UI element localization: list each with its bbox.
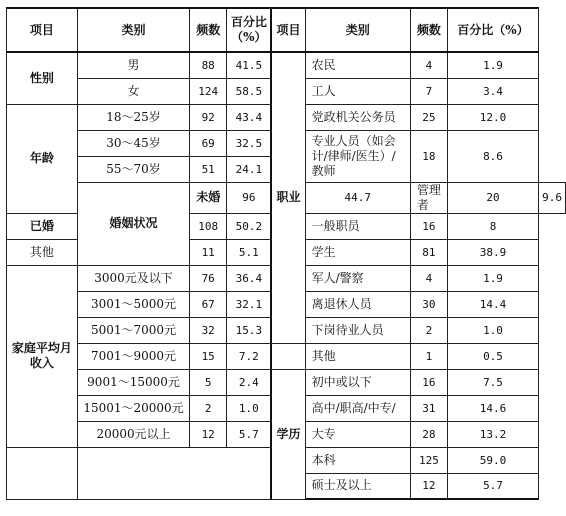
left-freq: 12 (190, 421, 227, 447)
left-freq: 51 (190, 156, 227, 182)
left-pct: 36.4 (227, 265, 272, 291)
right-freq: 4 (410, 52, 447, 78)
right-category: 专业人员（如会计/律师/医生）/教师 (305, 130, 410, 182)
left-pct: 24.1 (227, 156, 272, 182)
group-gender: 性别 (7, 52, 78, 104)
right-pct: 5.7 (447, 473, 538, 499)
right-category: 初中或以下 (305, 369, 410, 395)
right-category: 离退休人员 (305, 291, 410, 317)
left-blank-cells (77, 447, 271, 499)
right-freq: 1 (410, 343, 447, 369)
group-occupation: 职业 (271, 52, 305, 343)
header-row (7, 8, 566, 52)
survey-demographics-table (6, 7, 566, 500)
header-item-right: 项目 (271, 8, 305, 52)
left-category: 女 (77, 78, 189, 104)
left-category: 3001～5000元 (77, 291, 189, 317)
left-pct: 7.2 (227, 343, 272, 369)
left-category: 9001～15000元 (77, 369, 189, 395)
header-pct-right: 百分比（%） (447, 8, 538, 52)
right-category: 军人/警察 (305, 265, 410, 291)
left-pct: 32.1 (227, 291, 272, 317)
right-category: 高中/职高/中专/ (305, 395, 410, 421)
left-category: 20000元以上 (77, 421, 189, 447)
left-category: 18～25岁 (77, 104, 189, 130)
table-row (7, 343, 566, 369)
left-category: 未婚 (190, 182, 227, 213)
right-freq: 28 (410, 421, 447, 447)
left-category: 5001～7000元 (77, 317, 189, 343)
right-category: 管理者 (410, 182, 447, 213)
right-freq: 81 (410, 239, 447, 265)
left-pct: 50.2 (227, 213, 272, 239)
header-category-right: 类别 (305, 8, 410, 52)
right-category: 大专 (305, 421, 410, 447)
right-freq: 16 (410, 369, 447, 395)
left-freq: 67 (190, 291, 227, 317)
left-category: 55～70岁 (77, 156, 189, 182)
right-pct: 0.5 (447, 343, 538, 369)
left-pct: 2.4 (227, 369, 272, 395)
header-category-left: 类别 (77, 8, 189, 52)
left-freq: 69 (190, 130, 227, 156)
right-category: 本科 (305, 447, 410, 473)
left-pct: 1.0 (227, 395, 272, 421)
left-category: 男 (77, 52, 189, 78)
right-pct: 8.6 (447, 130, 538, 182)
right-pct: 7.5 (447, 369, 538, 395)
header-freq-left: 频数 (190, 8, 227, 52)
left-pct: 5.7 (227, 421, 272, 447)
right-freq: 20 (447, 182, 538, 213)
left-freq: 92 (190, 104, 227, 130)
header-pct-left: 百分比（%） (227, 8, 272, 52)
left-freq: 11 (190, 239, 227, 265)
right-pct: 12.0 (447, 104, 538, 130)
right-freq: 18 (410, 130, 447, 182)
left-freq: 15 (190, 343, 227, 369)
right-freq: 4 (410, 265, 447, 291)
header-item-left: 项目 (7, 8, 78, 52)
left-category: 3000元及以下 (77, 265, 189, 291)
right-freq: 7 (410, 78, 447, 104)
right-category: 农民 (305, 52, 410, 78)
right-category: 硕士及以上 (305, 473, 410, 499)
right-pct: 1.0 (447, 317, 538, 343)
table-row (7, 52, 566, 78)
left-freq: 124 (190, 78, 227, 104)
left-pct: 58.5 (227, 78, 272, 104)
right-pct: 1.9 (447, 265, 538, 291)
header-freq-right: 频数 (410, 8, 447, 52)
left-pct: 15.3 (227, 317, 272, 343)
right-pct: 14.6 (447, 395, 538, 421)
right-category: 下岗待业人员 (305, 317, 410, 343)
right-pct: 9.6 (539, 182, 566, 213)
left-category: 15001～20000元 (77, 395, 189, 421)
right-freq: 12 (410, 473, 447, 499)
table-row (7, 369, 566, 395)
right-pct: 1.9 (447, 52, 538, 78)
right-pct: 14.4 (447, 291, 538, 317)
right-category: 一般职员 (305, 213, 410, 239)
right-category: 党政机关公务员 (305, 104, 410, 130)
left-pct: 5.1 (227, 239, 272, 265)
right-pct: 13.2 (447, 421, 538, 447)
right-group-blank (271, 343, 305, 369)
right-freq: 2 (410, 317, 447, 343)
right-category: 工人 (305, 78, 410, 104)
right-freq: 31 (410, 395, 447, 421)
left-pct: 44.7 (305, 182, 410, 213)
left-category: 30～45岁 (77, 130, 189, 156)
right-freq: 25 (410, 104, 447, 130)
right-freq: 30 (410, 291, 447, 317)
group-age: 年龄 (7, 104, 78, 213)
group-income: 家庭平均月收入 (7, 265, 78, 447)
left-freq: 2 (190, 395, 227, 421)
left-category: 已婚 (7, 213, 78, 239)
right-pct: 8 (447, 213, 538, 239)
left-freq: 108 (190, 213, 227, 239)
right-category: 其他 (305, 343, 410, 369)
group-marital: 婚姻状况 (77, 182, 189, 265)
right-pct: 3.4 (447, 78, 538, 104)
right-freq: 125 (410, 447, 447, 473)
group-education: 学历 (271, 369, 305, 499)
right-category: 学生 (305, 239, 410, 265)
left-freq: 76 (190, 265, 227, 291)
left-freq: 32 (190, 317, 227, 343)
left-freq: 5 (190, 369, 227, 395)
right-pct: 59.0 (447, 447, 538, 473)
left-blank-item (7, 447, 78, 499)
left-pct: 41.5 (227, 52, 272, 78)
left-pct: 43.4 (227, 104, 272, 130)
right-freq: 16 (410, 213, 447, 239)
left-freq: 88 (190, 52, 227, 78)
left-freq: 96 (227, 182, 272, 213)
left-category: 其他 (7, 239, 78, 265)
right-pct: 38.9 (447, 239, 538, 265)
left-pct: 32.5 (227, 130, 272, 156)
left-category: 7001～9000元 (77, 343, 189, 369)
